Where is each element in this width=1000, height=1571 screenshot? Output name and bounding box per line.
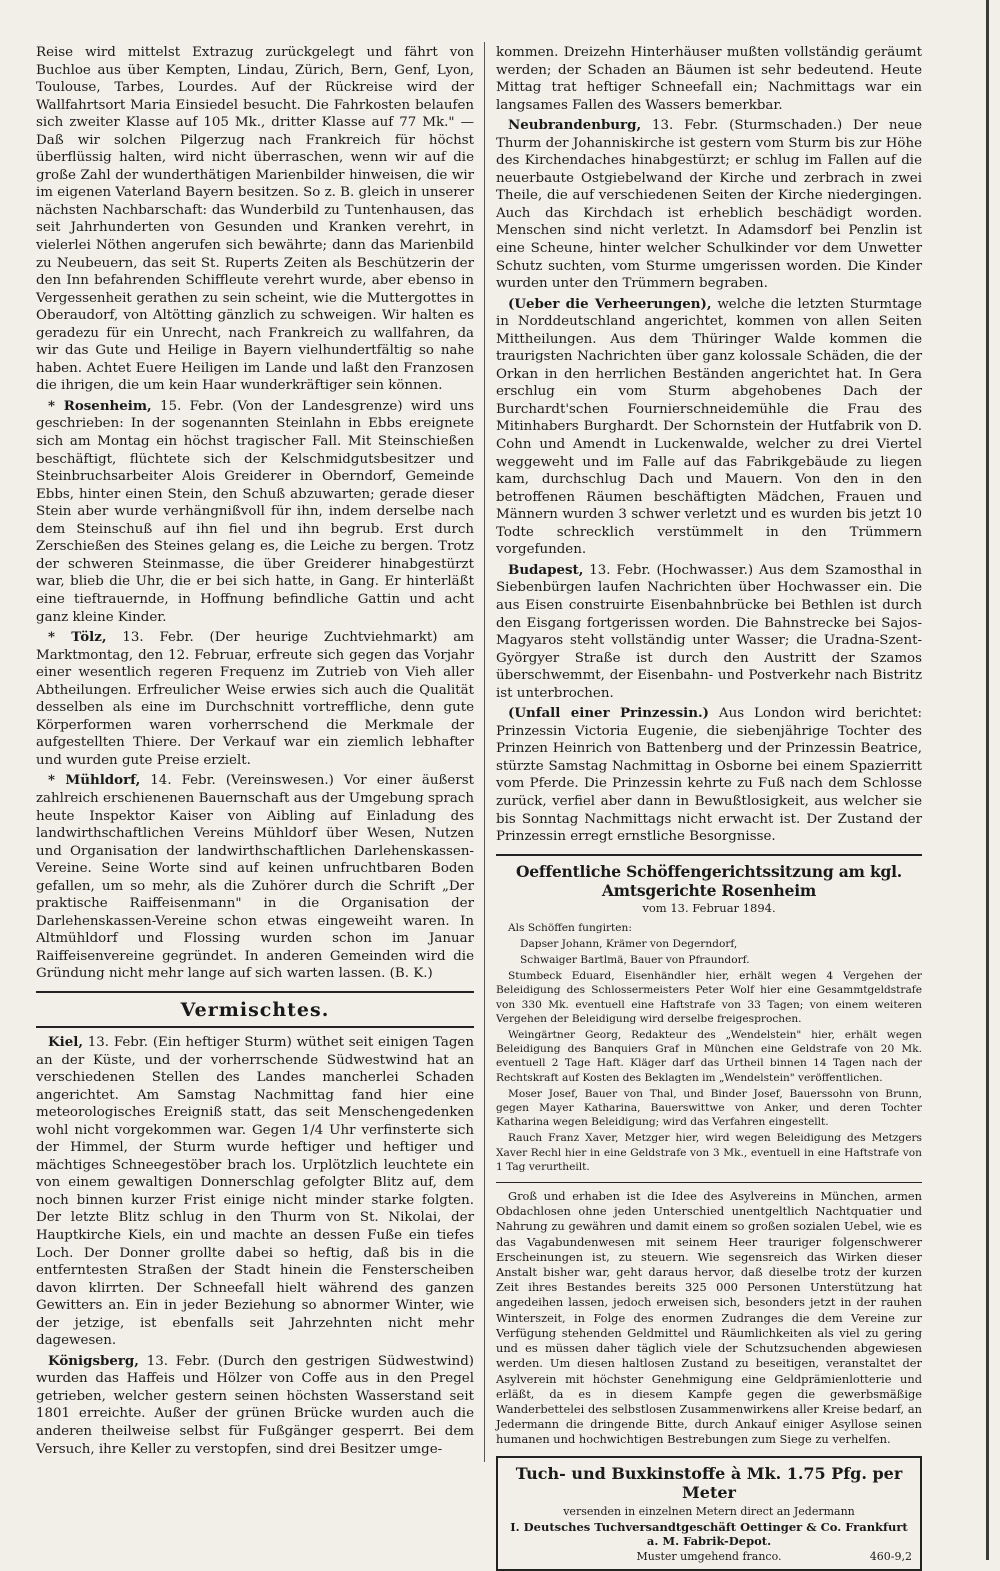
article-prinzessin-body: Aus London wird berichtet: Prinzessin Victoria Eugenie, die siebenjährige Tochter des Prinzen Heinrich von Battenberg und der Prinzessin Beatrice, stürzte Samstag Nachmittag in Osborne bei einem Spazierritt vom Pferde. Die Prinzessin kehrte zu Fuß nach dem Schlosse zurück, verfiel aber dann in Bewußtlosigkeit, aus welcher sie bis Sonntag Nachmittags nicht erwacht ist. Der Zustand der Prinzessin erregt ernstliche Besorgnisse. (496, 706, 922, 845)
article-prinzessin-head: (Unfall einer Prinzessin.) (508, 705, 709, 722)
court-session-title: Oeffentliche Schöffengerichtssitzung am kgl. Amtsgerichte Rosenheim (515, 861, 903, 900)
article-toelz-dateline: * Tölz, (48, 629, 107, 646)
court-jurors-intro: Als Schöffen fungirten: (508, 921, 632, 934)
page-edge-rule (986, 0, 989, 1560)
advertisement-subtitle: versenden in einzelnen Metern direct an Jedermann (563, 1504, 855, 1518)
article-rosenheim (36, 398, 474, 626)
article-budapest (496, 562, 922, 702)
asylverein-notice: Groß und erhaben ist die Idee des Asylvereins in München, armen Obdachlosen ohne jeden Unterschied unentgeltlich Nachtquatier und Nahrung zu gewähren und damit einem so großen sozialen Uebel, wie es das Vagabundenwesen mit seinem Heer trauriger folgenschwerer Erscheinungen ist, zu steuern. Wie segensreich das Wirken dieser Anstalt bisher war, geht daraus hervor, daß dieselbe trotz der kurzen Zeit ihres Bestandes bereits 325 000 Personen Unterstützung hat angedeihen lassen, jedoch erweisen sich, besonders jetzt in der rauhen Winterszeit, in Folge des enormen Zudranges die dem Vereine zur Verfügung stehenden Geldmittel und Räumlichkeiten als viel zu gering und es müssen daher täglich viele der Schutzsuchenden abgewiesen werden. Um diesen haltlosen Zustand zu beseitigen, veranstaltet der Asylverein mit höchster Genehmigung eine Geldprämienlotterie und erläßt, da es in diesem Kampfe gegen die gewerbsmäßige Wanderbettelei des selbstlosen Zusammenwirkens aller Kreise bedarf, an Jedermann die dringende Bitte, durch Ankauf einiger Asyllose seinen humanen und hochwichtigen Bestrebungen zum Siege zu verhelfen. (496, 1189, 922, 1447)
court-session-date: vom 13. Februar 1894. (642, 900, 776, 915)
article-kiel-dateline: Kiel, (48, 1033, 83, 1050)
article-koenigsberg-dateline: Königsberg, (48, 1352, 139, 1369)
article-budapest-dateline: Budapest, (508, 561, 584, 578)
court-case-1: Stumbeck Eduard, Eisenhändler hier, erhält wegen 4 Vergehen der Beleidigung des Schlossermeisters Peter Wolf hier eine Gesammtgeldstrafe von 330 Mk. eventuell eine Haftstrafe von 33 Tagen; von einem weiteren Vergehen der Beleidigung wird derselbe freigesprochen. (496, 970, 922, 1025)
article-muehldorf (36, 772, 474, 983)
article-toelz-body: 13. Febr. (Der heurige Zuchtviehmarkt) am Marktmontag, den 12. Februar, erfreute sich gegen das Vorjahr einer wesentlich regeren Frequenz im Zutrieb von Vieh aller Abtheilungen. Erfreulicher Weise erwies sich auch die Qualität desselben als eine im Durchschnitt vortreffliche, denn gute Körperformen waren vorherrschend die Merkmale der aufgestellten Thiere. Der Verkauf war ein ziemlich lebhafter und wurden gute Preise erzielt. (36, 630, 474, 768)
article-koenigsberg-body: 13. Febr. (Durch den gestrigen Südwestwind) wurden das Haffeis und Hölzer von Coffe aus in den Pregel getrieben, welcher gestern seinen höchsten Wasserstand seit 1801 erreichte. Außer der grünen Brücke wurden auch die anderen theilweise selbst für Fußgänger gesperrt. Bei dem Versuch, ihre Keller zu verstopfen, sind drei Besitzer umge- (36, 1353, 474, 1457)
article-budapest-body: 13. Febr. (Hochwasser.) Aus dem Szamosthal in Siebenbürgen laufen Nachrichten über Hochwasser ein. Die aus Eisen construirte Eisenbahnbrücke bei Bethlen ist durch den Eisgang fortgerissen worden. Die Bahnstrecke bei Sajos-Magyaros steht vollständig unter Wasser; die Uradna-Szent-Györgyer Straße ist durch den Austritt der Szamos überschwemmt, der Eisenbahn- und Postverkehr nach Bistritz ist unterbrochen. (496, 562, 922, 701)
article-rosenheim-dateline: * Rosenheim, (48, 397, 152, 414)
article-verheerungen-body: welche die letzten Sturmtage in Norddeutschland angerichtet, kommen von allen Seiten Mittheilungen. Aus dem Thüringer Walde kommen die traurigsten Nachrichten über ganz kolossale Schäden, die der Orkan in den herrlichen Beständen angerichtet hat. In Gera erschlug ein vom Sturm abgehobenes Dach der Burchardt'schen Fournierschneidemühle die Frau des Mitinhabers Burghardt. Der Schornstein der Hutfabrik von D. Cohn und Amendt in Luckenwalde, welcher zu drei Viertel weggeweht und im Falle auf das Fabrikgebäude zu liegen kam, durchschlug Dach und Mauern. Von den in den betroffenen Räumen beschäftigten Mädchen, Frauen und Männern wurden 3 schwer verletzt und es wurden bis jetzt 10 Todte schrecklich verstümmelt in den Trümmern vorgefunden. (496, 296, 922, 558)
article-prinzessin (496, 705, 922, 845)
article-neubrandenburg-body: 13. Febr. (Sturmschaden.) Der neue Thurm der Johanniskirche ist gestern vom Sturm bis zur Höhe des Kirchendaches hinabgestürzt; er schlug im Fallen auf die neuerbaute Ostgiebelwand der Kirche und zerbrach in zwei Theile, die auf verschiedenen Seiten der Kirche niedergingen. Auch das Kirchdach ist erheblich beschädigt worden. Menschen sind nicht verletzt. In Adamsdorf bei Penzlin ist eine Scheune, hinter welcher Schulkinder vor dem Unwetter Schutz suchten, vom Sturme umgerissen worden. Die Kinder wurden unter den Trümmern begraben. (496, 118, 922, 292)
article-verheerungen (496, 296, 922, 559)
court-juror-1: Dapser Johann, Krämer von Degerndorf, (520, 937, 738, 950)
advertisement-title: Tuch- und Buxkinstoffe à Mk. 1.75 Pfg. per Meter (515, 1463, 903, 1502)
column-divider (484, 42, 485, 1462)
article-muehldorf-dateline: * Mühldorf, (48, 772, 141, 789)
divider-rule (496, 854, 922, 856)
advertisement-box (496, 1456, 922, 1571)
court-case-3: Moser Josef, Bauer von Thal, und Binder Josef, Bauerssohn von Brunn, gegen Mayer Katharina, Bauerswittwe von Anker, und deren Tochter Katharina wegen Beleidigung; wird das Verfahren eingestellt. (496, 1087, 922, 1129)
advertisement-samples: Muster umgehend franco. (636, 1549, 782, 1563)
divider-rule-thin (496, 1182, 922, 1183)
article-kiel-body: 13. Febr. (Ein heftiger Sturm) wüthet seit einigen Tagen an der Küste, und der vorherrschende Südwestwind hat an verschiedenen Stellen des Landes mancherlei Schaden angerichtet. Am Samstag Nachmittag fand hier eine meteorologisches Ereigniß statt, das seit Menschengedenken wohl nicht vorgekommen war. Gegen 1/4 Uhr verfinsterte sich der Himmel, der Sturm wurde heftiger und heftiger und mächtiges Schneegestöber brach los. Urplötzlich leuchtete ein von einem gewaltigen Donnerschlag gefolgter Blitz auf, dem noch binnen kurzer Frist einige nicht minder starke folgten. Der letzte Blitz schlug in den Thurm von St. Nikolai, der Hauptkirche Kiels, ein und machte an dessen Fuße ein tiefes Loch. Der Donner grollte dabei so heftig, daß bis in die entferntesten Straßen der Stadt hinein die Fensterscheiben davon klirrten. Der Schneefall hielt während des ganzen Gewitters an. Ein in jeder Beziehung so abnormer Winter, wie der jetzige, ist ebenfalls seit Jahrzehnten nicht mehr dagewesen. (36, 1034, 474, 1349)
article-pilgrimage: Reise wird mittelst Extrazug zurückgelegt und fährt von Buchloe aus über Kempten, Lindau, Zürich, Bern, Genf, Lyon, Toulouse, Tarbes, Lourdes. Auf der Rückreise wird der Wallfahrtsort Maria Einsiedel besucht. Die Fahrkosten belaufen sich zweiter Klasse auf 105 Mk., dritter Klasse auf 77 Mk." — Daß wir solchen Pilgerzug nach Frankreich für höchst überflüssig halten, wird nicht überraschen, wenn wir auf die große Zahl der wunderthätigen Marienbilder hinweisen, die wir im eigenen Vaterland Bayern besitzen. So z. B. gleich in unserer nächsten Nachbarschaft: das Wunderbild zu Tuntenhausen, das seit Jahrhunderten von Gesunden und Kranken verehrt, in vielerlei Nöthen angerufen sich bewährte; dann das Marienbild zu Neubeuern, das seit St. Ruperts Zeiten als Beschützerin der den Inn befahrenden Schiffleute verehrt wurde, aber ebenso in Vergessenheit gerathen zu sein scheint, wie die Muttergottes in Oberaudorf, von Altötting gänzlich zu schweigen. Wir halten es geradezu für ein Unrecht, nach Frankreich zu wallfahren, da wir das Gute und Heilige in Bayern vielhundertfältig so nahe haben. Achtet Euere Heiligen im Lande und laßt den Franzosen die ihrigen, die um kein Haar wunderkräftiger sein können. (36, 45, 474, 394)
article-neubrandenburg-dateline: Neubrandenburg, (508, 117, 642, 134)
article-koenigsberg (36, 1353, 474, 1458)
court-case-4: Rauch Franz Xaver, Metzger hier, wird wegen Beleidigung des Metzgers Xaver Rechl hier in eine Geldstrafe von 3 Mk., eventuell in eine Haftstrafe von 1 Tag verurtheilt. (496, 1132, 922, 1173)
article-neubrandenburg (496, 117, 922, 292)
article-verheerungen-head: (Ueber die Verheerungen), (508, 295, 712, 312)
right-column (496, 44, 922, 1563)
court-case-2: Weingärtner Georg, Redakteur des „Wendelstein" hier, erhält wegen Beleidigung des Banquiers Graf in München eine Geldstrafe von 20 Mk. eventuell 2 Tage Haft. Kläger darf das Urtheil binnen 14 Tagen nach der Rechtskraft auf Kosten des Beklagten im „Wendelstein" veröffentlichen. (496, 1029, 922, 1084)
article-rosenheim-body: 15. Febr. (Von der Landesgrenze) wird uns geschrieben: In der sogenannten Steinlahn in Ebbs ereignete sich am Montag ein höchst tragischer Fall. Mit Steinschießen beschäftigt, flüchtete sich der Kelschmidgutsbesitzer und Steinbruchsarbeiter Alois Greiderer in Oberndorf, Gemeinde Ebbs, hinter einen Stein, den Schuß abzuwarten; gerade dieser Stein aber wurde verhängnißvoll für ihn, indem derselbe nach dem Steinschuß auf ihn fiel und ihn begrub. Erst durch Zerschießen des Steines gelang es, die Leiche zu bergen. Trotz der schweren Steinmasse, die über Greiderer hinabgestürzt war, blieb die Uhr, die er bei sich hatte, in Gang. Er hinterläßt eine tieftrauernde, in Hoffnung befindliche Gattin und acht ganz kleine Kinder. (36, 398, 474, 625)
article-koenigsberg-continued: kommen. Dreizehn Hinterhäuser mußten vollständig geräumt werden; der Schaden an Bäumen ist sehr bedeutend. Heute Mittag trat heftiger Schneefall ein; Nachmittags war ein langsames Fallen des Wassers bemerkbar. (496, 45, 922, 113)
court-juror-2: Schwaiger Bartlmä, Bauer von Pfraundorf. (520, 954, 750, 967)
section-heading-vermischtes: Vermischtes. (36, 991, 474, 1028)
advertisement-footer (506, 1550, 912, 1563)
article-kiel (36, 1034, 474, 1350)
advertisement-firm: I. Deutsches Tuchversandtgeschäft Oettinger & Co. Frankfurt a. M. Fabrik-Depot. (510, 1519, 908, 1548)
left-column (36, 44, 474, 1464)
article-toelz (36, 629, 474, 769)
article-muehldorf-body: 14. Febr. (Vereinswesen.) Vor einer äußerst zahlreich erschienenen Bauernschaft aus der Umgebung sprach heute Inspektor Kaiser von Aibling auf Einladung des landwirthschaftlichen Vereins Mühldorf über Wesen, Nutzen und Organisation der landwirthschaftlichen Darlehenskassen-Vereine. Seine Worte sind auf keinen unfruchtbaren Boden gefallen, um so mehr, als die Zuhörer durch die Schrift „Der praktische Raiffeisenmann" in die Organisation der Darlehenskassen-Vereine schon etwas eingeweiht waren. In Altmühldorf und Flossing wurden schon im Januar Raiffeisenvereine gegründet. In anderen Gemeinden wird die Gründung nicht mehr lange auf sich warten lassen. (B. K.) (36, 773, 474, 982)
advertisement-number: 460-9,2 (869, 1549, 912, 1563)
